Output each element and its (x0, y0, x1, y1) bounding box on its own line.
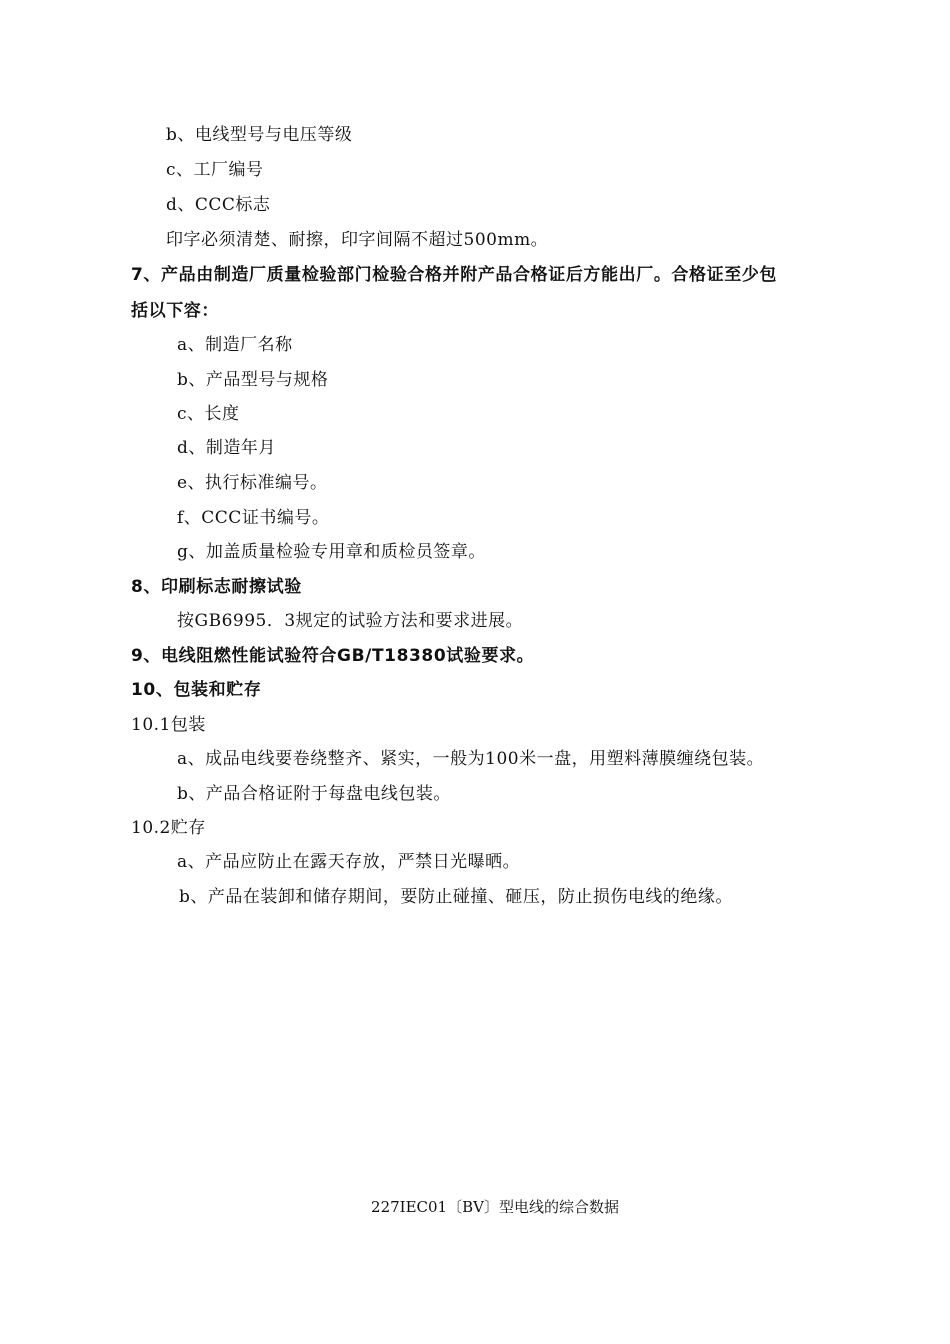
list-item: g、加盖质量检验专用章和质检员签章。 (177, 542, 486, 562)
list-item: b、产品型号与规格 (177, 370, 329, 390)
section-heading: 8、印刷标志耐擦试验 (131, 577, 302, 597)
subsection-heading: 10.2贮存 (131, 818, 206, 838)
section-heading: 7、产品由制造厂质量检验部门检验合格并附产品合格证后方能出厂。合格证至少包 (131, 265, 778, 285)
list-item: a、产品应防止在露天存放，严禁日光曝晒。 (177, 852, 521, 872)
section-heading-continued: 括以下容： (131, 301, 219, 321)
list-item: d、CCC标志 (166, 195, 271, 215)
subsection-heading: 10.1包装 (131, 715, 206, 735)
list-item: c、工厂编号 (166, 160, 264, 180)
list-item: c、长度 (177, 404, 240, 424)
section-heading: 9、电线阻燃性能试验符合GB/T18380试验要求。 (131, 646, 535, 666)
list-item: d、制造年月 (177, 438, 276, 458)
paragraph: 按GB6995．3规定的试验方法和要求进展。 (177, 611, 524, 631)
list-item: b、电线型号与电压等级 (166, 125, 353, 145)
list-item: a、成品电线要卷绕整齐、紧实，一般为100米一盘，用塑料薄膜缠绕包装。 (177, 749, 765, 769)
list-item: b、产品在装卸和储存期间，要防止碰撞、砸压，防止损伤电线的绝缘。 (179, 887, 733, 907)
list-item: e、执行标准编号。 (177, 473, 328, 493)
list-item: a、制造厂名称 (177, 335, 293, 355)
paragraph: 印字必须清楚、耐擦，印字间隔不超过500mm。 (166, 230, 549, 250)
page-footer: 227IEC01〔BV〕型电线的综合数据 (371, 1198, 619, 1216)
list-item: f、CCC证书编号。 (177, 508, 330, 528)
list-item: b、产品合格证附于每盘电线包装。 (177, 784, 451, 804)
section-heading: 10、包装和贮存 (131, 680, 262, 700)
